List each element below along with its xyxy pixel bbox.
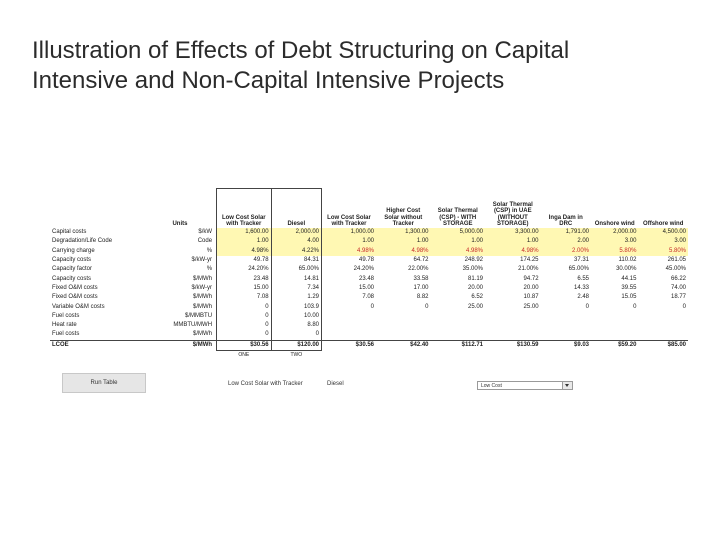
table-cell: $120.00: [271, 340, 321, 350]
table-cell: 0: [425, 303, 429, 310]
table-cell: 14.33: [573, 284, 589, 291]
table-cell: [541, 321, 591, 330]
table-cell: 15.05: [621, 294, 637, 301]
table-cell: 0: [217, 321, 272, 330]
row-unit: %: [206, 247, 213, 254]
table-cell: [591, 330, 638, 340]
table-cell: 6.52: [471, 294, 484, 301]
column-header: Onshore wind: [594, 221, 635, 228]
table-cell: $30.56: [322, 340, 377, 350]
table-cell: 1,791.00: [541, 228, 591, 237]
row-label: Fixed O&M costs: [52, 294, 98, 301]
table-cell: [485, 321, 541, 330]
table-row: [50, 302, 688, 311]
table-cell: 4.98%: [376, 247, 431, 256]
table-cell: 21.00%: [518, 266, 539, 273]
table-cell: 1.00: [485, 237, 541, 246]
table-cell: [431, 321, 486, 330]
table-cell: 7.08: [217, 293, 272, 302]
table-cell: [541, 330, 591, 340]
row-unit: $/MWh: [193, 294, 213, 301]
table-cell: $112.71: [431, 340, 486, 350]
table-row: [50, 321, 688, 330]
table-cell: 0: [370, 303, 375, 310]
table-row: [50, 265, 688, 274]
slide-title: [32, 36, 692, 96]
table-cell: [638, 321, 688, 330]
table-cell: 4,500.00: [638, 228, 688, 237]
table-cell: 3.00: [638, 237, 688, 246]
table-cell: 30.00%: [616, 266, 637, 273]
table-cell: [591, 321, 638, 330]
table-cell: 4.98%: [431, 247, 486, 256]
table-cell: 14.81: [271, 274, 321, 283]
column-header: Solar Thermal (CSP) - WITH STORAGE: [437, 208, 478, 228]
table-cell: 2,000.00: [271, 228, 321, 237]
table-cell: 1.00: [376, 237, 431, 246]
table-cell: 74.00: [670, 284, 686, 291]
table-cell: 1.00: [322, 237, 377, 246]
table-cell: [485, 330, 541, 340]
row-unit: $/MMBTU: [185, 312, 213, 319]
table-cell: 10.00: [271, 312, 321, 321]
row-unit: $/kW: [198, 229, 213, 236]
table-cell: 2,000.00: [591, 228, 638, 237]
table-cell: 0: [217, 330, 272, 340]
table-cell: 0: [682, 303, 686, 310]
table-cell: [322, 312, 377, 321]
table-cell: 174.25: [520, 257, 539, 264]
row-unit: $/kW-yr: [191, 257, 213, 264]
row-label: Heat rate: [52, 322, 77, 329]
table-cell: 4.98%: [485, 247, 541, 256]
table-cell: $42.40: [376, 340, 431, 350]
table-row: [50, 274, 688, 283]
table-cell: 23.48: [217, 274, 272, 283]
table-cell: [322, 321, 377, 330]
table-cell: 15.00: [359, 284, 375, 291]
column-header: Diesel: [271, 189, 321, 229]
table-cell: [322, 330, 377, 340]
table-cell: 20.00: [468, 284, 484, 291]
table-cell: 1.00: [431, 237, 486, 246]
table-cell: 18.77: [670, 294, 686, 301]
table-cell: 37.31: [573, 257, 589, 264]
table-cell: 20.00: [523, 284, 539, 291]
row-label: Variable O&M costs: [52, 303, 105, 310]
table-cell: [431, 330, 486, 340]
row-label: LCOE: [50, 340, 146, 350]
table-cell: 94.72: [523, 275, 539, 282]
row-unit: $/MWh: [193, 331, 213, 338]
table-cell: 17.00: [413, 284, 429, 291]
row-unit: %: [206, 266, 213, 273]
table-cell: $9.03: [541, 340, 591, 350]
table-cell: $85.00: [638, 340, 688, 350]
footnote-cell: ONE: [238, 352, 250, 358]
table-cell: 2.48: [577, 294, 589, 301]
table-cell: 81.19: [468, 275, 484, 282]
table-cell: 0: [633, 303, 637, 310]
table-cell: [376, 312, 431, 321]
table-cell: 1,000.00: [322, 228, 377, 237]
spreadsheet-table: [50, 188, 690, 363]
table-cell: 65.00%: [271, 265, 321, 274]
run-table-button[interactable]: Run Table: [62, 373, 146, 393]
table-cell: 45.00%: [665, 266, 686, 273]
table-cell: 5.80%: [638, 247, 688, 256]
table-cell: $30.56: [217, 340, 272, 350]
table-cell: 8.82: [416, 294, 429, 301]
table-row: [50, 256, 688, 265]
column-header: Higher Cost Solar without Tracker: [384, 208, 423, 228]
table-row: [50, 237, 688, 246]
table-cell: $59.20: [591, 340, 638, 350]
row-label: Capacity factor: [52, 266, 93, 273]
table-cell: $130.59: [485, 340, 541, 350]
column-header: Low Cost Solar with Tracker: [217, 189, 272, 229]
table-cell: 25.00: [468, 303, 484, 310]
table-cell: 6.55: [577, 275, 589, 282]
table-cell: 23.48: [359, 275, 375, 282]
table-row: [50, 284, 688, 293]
row-label: Carrying charge: [52, 247, 95, 254]
table-cell: 0: [217, 302, 272, 311]
table-cell: 15.00: [217, 284, 272, 293]
table-cell: 5,000.00: [431, 228, 486, 237]
row-unit: $/kW-yr: [191, 284, 213, 291]
row-label: Capacity costs: [52, 257, 92, 264]
table-header-row: [50, 189, 688, 229]
table-cell: [591, 312, 638, 321]
table-cell: 4.00: [271, 237, 321, 246]
table-cell: 261.05: [667, 257, 686, 264]
dropdown-value: Low Cost: [481, 383, 502, 389]
column-header: Low Cost Solar with Tracker: [327, 214, 371, 228]
row-unit: $/MWh: [193, 303, 213, 310]
row-unit: MMBTU/MWH: [173, 322, 213, 329]
row-label: Fuel costs: [52, 312, 80, 319]
slide-title-line2: Intensive and Non-Capital Intensive Projects: [32, 67, 505, 94]
slide-title-line1: Illustration of Effects of Debt Structuring on Capital: [32, 37, 570, 64]
table-cell: [638, 330, 688, 340]
selection-label-one: Low Cost Solar with Tracker: [228, 381, 303, 387]
row-unit: Code: [197, 238, 213, 245]
table-row: [50, 340, 688, 350]
table-row: [50, 330, 688, 340]
table-cell: 2.00: [541, 237, 591, 246]
table-row: [50, 312, 688, 321]
row-unit: $/MWh: [146, 340, 217, 350]
table-cell: 3,300.00: [485, 228, 541, 237]
table-cell: 8.80: [271, 321, 321, 330]
table-cell: 65.00%: [568, 266, 589, 273]
table-cell: 2.00%: [541, 247, 591, 256]
table-row: [50, 293, 688, 302]
table-cell: [431, 312, 486, 321]
row-label: Fixed O&M costs: [52, 284, 98, 291]
row-unit: $/MWh: [193, 275, 213, 282]
column-header: Units: [172, 221, 188, 228]
table-cell: [638, 312, 688, 321]
table-cell: 0: [585, 303, 589, 310]
table-cell: [376, 330, 431, 340]
table-cell: 33.58: [413, 275, 429, 282]
table-cell: 64.72: [413, 257, 429, 264]
selection-label-two: Diesel: [327, 381, 344, 387]
row-label: Capacity costs: [52, 275, 92, 282]
table-cell: 24.20%: [353, 266, 375, 273]
row-label: Degradation/Life Code: [52, 238, 113, 245]
table-cell: 4.22%: [271, 247, 321, 256]
table-footnote-row: [50, 350, 688, 360]
table-cell: 4.98%: [322, 247, 377, 256]
row-label: Capital costs: [52, 229, 87, 236]
table-row: [50, 247, 688, 256]
column-header: [50, 189, 146, 229]
row-label: Fuel costs: [52, 331, 80, 338]
table-cell: 49.78: [359, 257, 375, 264]
table-cell: 3.00: [591, 237, 638, 246]
table-cell: 4.98%: [217, 247, 272, 256]
spacer-cell: [146, 350, 217, 360]
table-cell: 25.00: [523, 303, 539, 310]
table-cell: [541, 312, 591, 321]
table-cell: 1.29: [271, 293, 321, 302]
table-cell: 1,300.00: [376, 228, 431, 237]
table-cell: 1,600.00: [217, 228, 272, 237]
table-cell: 49.78: [217, 256, 272, 265]
table-cell: 7.08: [362, 294, 375, 301]
column-header: Inga Dam in DRC: [548, 214, 583, 228]
table-cell: 66.22: [670, 275, 686, 282]
footnote-cell: TWO: [290, 352, 303, 358]
table-cell: 110.02: [618, 257, 637, 264]
scenario-dropdown[interactable]: [477, 381, 573, 390]
table-cell: 22.00%: [408, 266, 429, 273]
chevron-down-icon[interactable]: [562, 382, 572, 389]
table-cell: 10.87: [523, 294, 539, 301]
table-cell: 39.55: [621, 284, 637, 291]
table-cell: 7.34: [271, 284, 321, 293]
table-cell: 103.9: [271, 302, 321, 311]
table-cell: 24.20%: [217, 265, 272, 274]
table-cell: 84.31: [271, 256, 321, 265]
spacer-cell: [50, 350, 146, 360]
table-row: [50, 228, 688, 237]
table-cell: 5.80%: [591, 247, 638, 256]
table-cell: 44.15: [621, 275, 637, 282]
table-cell: 0: [271, 330, 321, 340]
table-cell: 1.00: [217, 237, 272, 246]
table-cell: [376, 321, 431, 330]
table-cell: 35.00%: [462, 266, 484, 273]
lcoe-table: [50, 188, 688, 360]
table-cell: 0: [217, 312, 272, 321]
table-cell: 248.92: [464, 257, 484, 264]
column-header: Offshore wind: [643, 221, 684, 228]
table-cell: [485, 312, 541, 321]
column-header: Solar Thermal (CSP) in UAE (WITHOUT STORAGE): [492, 201, 533, 228]
